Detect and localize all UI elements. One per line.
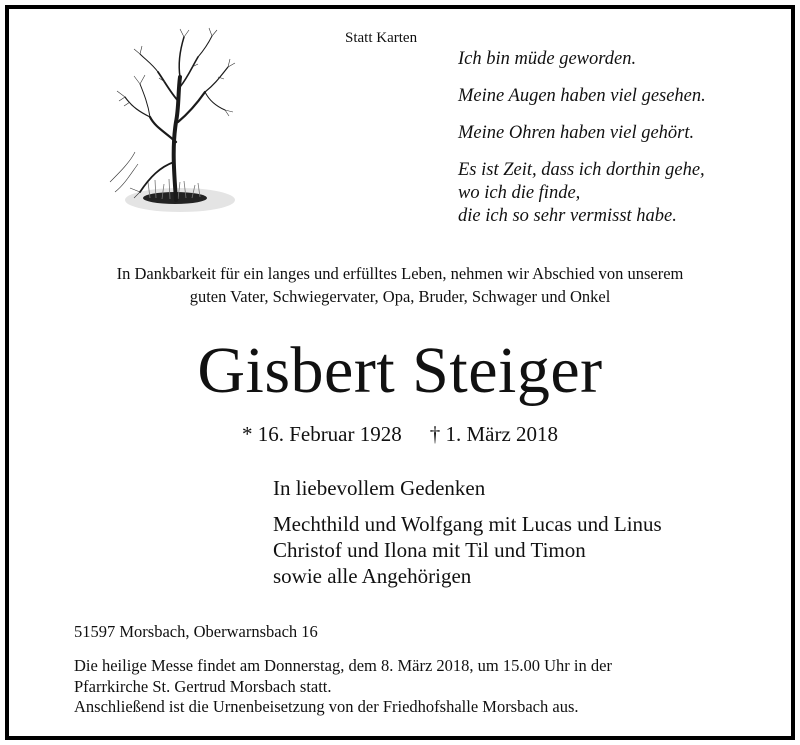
mourner-line: sowie alle Angehörigen [273,564,472,588]
birth-date: * 16. Februar 1928 [241,422,402,446]
life-dates [0,422,800,447]
notice-line: Die heilige Messe findet am Donnerstag, dem 8. März 2018, um 15.00 Uhr in der [74,656,612,675]
address: 51597 Morsbach, Oberwarnsbach 16 [74,622,318,641]
statt-karten-label: Statt Karten [345,30,418,46]
notice-line: Anschließend ist die Urnenbeisetzung von der Friedhofshalle Morsbach aus. [74,697,579,716]
intro-line: guten Vater, Schwiegervater, Opa, Bruder, Schwager und Onkel [189,287,611,306]
intro-text [0,262,800,308]
poem-line: wo ich die finde, [458,183,581,203]
poem-line: Meine Augen haben viel gesehen. [458,86,706,106]
mourner-line: Mechthild und Wolfgang mit Lucas und Linus [273,512,662,536]
tree-illustration [80,22,260,222]
intro-line: In Dankbarkeit für ein langes und erfülltes Leben, nehmen wir Abschied von unserem [116,264,684,283]
mourners-heading: In liebevollem Gedenken [273,476,486,500]
deceased-name: Gisbert Steiger [197,334,603,407]
poem-line: Es ist Zeit, dass ich dorthin gehe, [458,160,705,180]
funeral-notice [74,656,612,718]
mourner-line: Christof und Ilona mit Til und Timon [273,538,586,562]
poem-line: Ich bin müde geworden. [458,49,637,69]
notice-line: Pfarrkirche St. Gertrud Morsbach statt. [74,676,332,696]
death-date: † 1. März 2018 [429,422,559,446]
mourners-block [273,475,662,589]
poem-line: Meine Ohren haben viel gehört. [458,123,695,143]
poem [458,48,706,228]
poem-line: die ich so sehr vermisst habe. [458,206,677,226]
